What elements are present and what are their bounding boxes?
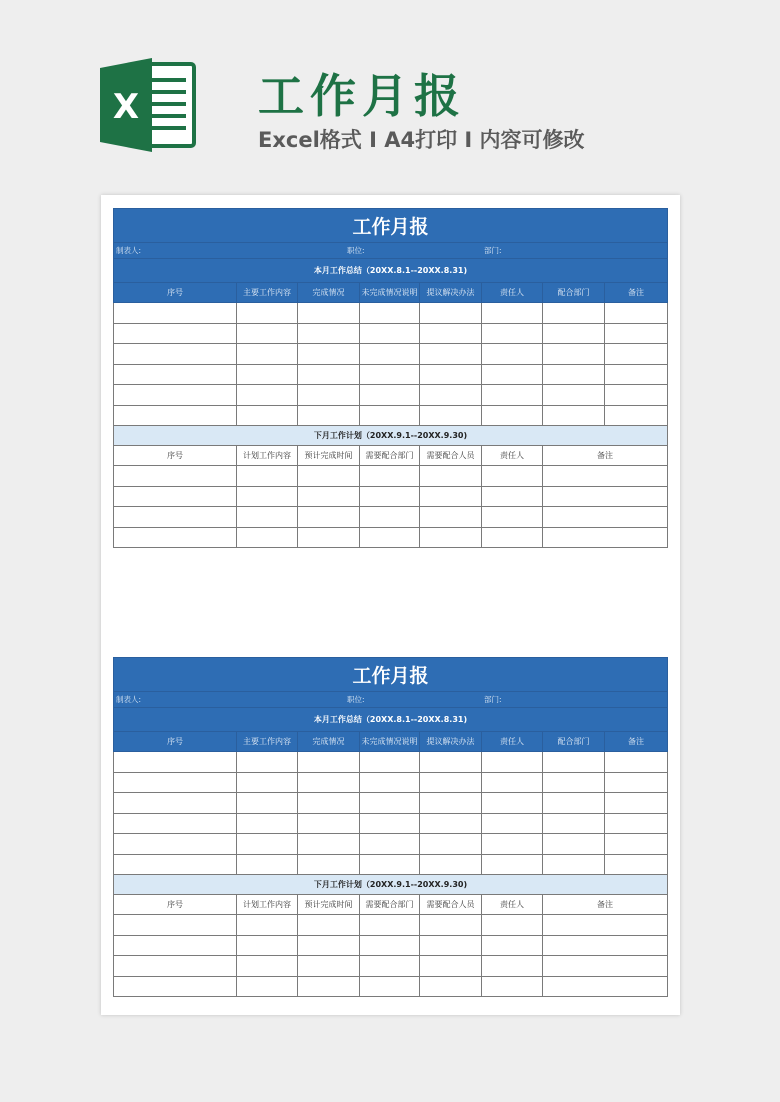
table-cell[interactable] bbox=[360, 813, 420, 834]
table-cell[interactable] bbox=[420, 976, 482, 997]
summary-row bbox=[114, 385, 668, 406]
table-cell[interactable] bbox=[298, 385, 360, 406]
table-cell[interactable] bbox=[237, 772, 298, 793]
table-cell[interactable] bbox=[543, 405, 605, 426]
summary-row bbox=[114, 323, 668, 344]
table-cell[interactable] bbox=[114, 385, 237, 406]
table-cell[interactable] bbox=[482, 303, 543, 324]
table-cell[interactable] bbox=[482, 752, 543, 773]
table-cell[interactable] bbox=[114, 915, 237, 936]
department-label: 部门: bbox=[484, 695, 502, 704]
table-cell[interactable] bbox=[360, 303, 420, 324]
table-cell[interactable] bbox=[605, 813, 668, 834]
summary-row bbox=[114, 793, 668, 814]
table-cell[interactable] bbox=[420, 486, 482, 507]
table-cell[interactable] bbox=[298, 303, 360, 324]
table-cell[interactable] bbox=[298, 405, 360, 426]
table-cell[interactable] bbox=[237, 344, 298, 365]
table-cell[interactable] bbox=[298, 364, 360, 385]
table-cell[interactable] bbox=[420, 527, 482, 548]
position-label: 职位: bbox=[347, 695, 365, 704]
plan-header-cell: 序号 bbox=[114, 895, 237, 915]
table-cell[interactable] bbox=[543, 772, 605, 793]
table-cell[interactable] bbox=[420, 466, 482, 487]
table-cell[interactable] bbox=[360, 323, 420, 344]
table-cell[interactable] bbox=[543, 303, 605, 324]
table-cell[interactable] bbox=[298, 935, 360, 956]
table-cell[interactable] bbox=[420, 385, 482, 406]
table-cell[interactable] bbox=[543, 507, 668, 528]
summary-header-cell: 配合部门 bbox=[543, 732, 605, 752]
table-cell[interactable] bbox=[482, 466, 543, 487]
table-cell[interactable] bbox=[482, 507, 543, 528]
table-cell[interactable] bbox=[360, 935, 420, 956]
table-cell[interactable] bbox=[420, 935, 482, 956]
table-cell[interactable] bbox=[420, 364, 482, 385]
table-cell[interactable] bbox=[543, 323, 605, 344]
table-cell[interactable] bbox=[360, 466, 420, 487]
table-cell[interactable] bbox=[420, 834, 482, 855]
table-cell[interactable] bbox=[298, 956, 360, 977]
table-cell[interactable] bbox=[605, 793, 668, 814]
plan-row bbox=[114, 486, 668, 507]
table-cell[interactable] bbox=[114, 752, 237, 773]
table-cell[interactable] bbox=[114, 793, 237, 814]
summary-row bbox=[114, 752, 668, 773]
table-cell[interactable] bbox=[605, 323, 668, 344]
table-cell[interactable] bbox=[482, 486, 543, 507]
table-cell[interactable] bbox=[482, 772, 543, 793]
table-cell[interactable] bbox=[543, 486, 668, 507]
table-cell[interactable] bbox=[237, 956, 298, 977]
table-cell[interactable] bbox=[237, 935, 298, 956]
table-cell[interactable] bbox=[114, 813, 237, 834]
excel-logo-icon bbox=[100, 58, 198, 152]
table-cell[interactable] bbox=[360, 507, 420, 528]
summary-section-title: 本月工作总结（20XX.8.1--20XX.8.31) bbox=[114, 708, 668, 732]
table-cell[interactable] bbox=[605, 752, 668, 773]
table-cell[interactable] bbox=[114, 486, 237, 507]
table-cell[interactable] bbox=[420, 303, 482, 324]
plan-header-cell: 责任人 bbox=[482, 895, 543, 915]
summary-header-cell: 主要工作内容 bbox=[237, 732, 298, 752]
plan-header-cell: 预计完成时间 bbox=[298, 446, 360, 466]
table-cell[interactable] bbox=[482, 834, 543, 855]
table-cell[interactable] bbox=[298, 486, 360, 507]
table-cell[interactable] bbox=[360, 364, 420, 385]
table-cell[interactable] bbox=[605, 344, 668, 365]
table-cell[interactable] bbox=[114, 527, 237, 548]
table-cell[interactable] bbox=[543, 752, 605, 773]
monthly-report-sheet-1 bbox=[113, 208, 668, 548]
table-cell[interactable] bbox=[543, 793, 605, 814]
table-cell[interactable] bbox=[360, 527, 420, 548]
table-cell[interactable] bbox=[114, 772, 237, 793]
table-cell[interactable] bbox=[237, 323, 298, 344]
table-cell[interactable] bbox=[114, 854, 237, 875]
plan-header-cell: 需要配合人员 bbox=[420, 895, 482, 915]
summary-row bbox=[114, 813, 668, 834]
table-cell[interactable] bbox=[543, 385, 605, 406]
table-cell[interactable] bbox=[237, 527, 298, 548]
plan-section-title: 下月工作计划（20XX.9.1--20XX.9.30) bbox=[114, 426, 668, 446]
table-cell[interactable] bbox=[237, 793, 298, 814]
summary-header-cell: 备注 bbox=[605, 283, 668, 303]
table-cell[interactable] bbox=[298, 507, 360, 528]
summary-row bbox=[114, 344, 668, 365]
summary-header-cell: 提议解决办法 bbox=[420, 732, 482, 752]
table-cell[interactable] bbox=[360, 915, 420, 936]
summary-header-cell: 序号 bbox=[114, 732, 237, 752]
plan-header-cell: 备注 bbox=[543, 446, 668, 466]
summary-header-cell: 未完成情况说明 bbox=[360, 283, 420, 303]
table-cell[interactable] bbox=[360, 752, 420, 773]
summary-header-cell: 责任人 bbox=[482, 283, 543, 303]
summary-header-cell: 备注 bbox=[605, 732, 668, 752]
table-cell[interactable] bbox=[360, 976, 420, 997]
table-cell[interactable] bbox=[114, 956, 237, 977]
plan-row bbox=[114, 956, 668, 977]
summary-header-cell: 完成情况 bbox=[298, 283, 360, 303]
table-cell[interactable] bbox=[237, 915, 298, 936]
table-cell[interactable] bbox=[237, 405, 298, 426]
page-subtitle: Excel格式 I A4打印 I 内容可修改 bbox=[258, 128, 585, 152]
plan-header-cell: 序号 bbox=[114, 446, 237, 466]
table-cell[interactable] bbox=[298, 813, 360, 834]
table-cell[interactable] bbox=[482, 956, 543, 977]
summary-row bbox=[114, 303, 668, 324]
summary-header-cell: 主要工作内容 bbox=[237, 283, 298, 303]
table-cell[interactable] bbox=[543, 976, 668, 997]
table-cell[interactable] bbox=[360, 486, 420, 507]
table-cell[interactable] bbox=[298, 834, 360, 855]
table-cell[interactable] bbox=[482, 527, 543, 548]
table-cell[interactable] bbox=[482, 364, 543, 385]
table-cell[interactable] bbox=[605, 385, 668, 406]
table-cell[interactable] bbox=[114, 507, 237, 528]
plan-row bbox=[114, 527, 668, 548]
table-cell[interactable] bbox=[360, 854, 420, 875]
table-cell[interactable] bbox=[420, 507, 482, 528]
table-cell[interactable] bbox=[360, 956, 420, 977]
table-cell[interactable] bbox=[543, 466, 668, 487]
plan-header-cell: 计划工作内容 bbox=[237, 446, 298, 466]
table-cell[interactable] bbox=[482, 385, 543, 406]
position-label: 职位: bbox=[347, 246, 365, 255]
table-cell[interactable] bbox=[298, 793, 360, 814]
preparer-label: 制表人: bbox=[116, 246, 142, 255]
summary-header-cell: 提议解决办法 bbox=[420, 283, 482, 303]
summary-section-title: 本月工作总结（20XX.8.1--20XX.8.31) bbox=[114, 259, 668, 283]
table-cell[interactable] bbox=[114, 405, 237, 426]
preparer-label: 制表人: bbox=[116, 695, 142, 704]
table-cell[interactable] bbox=[114, 466, 237, 487]
table-cell[interactable] bbox=[482, 813, 543, 834]
sheet-title: 工作月报 bbox=[114, 209, 668, 243]
table-cell[interactable] bbox=[360, 385, 420, 406]
summary-header-cell: 序号 bbox=[114, 283, 237, 303]
table-cell[interactable] bbox=[237, 752, 298, 773]
table-cell[interactable] bbox=[482, 976, 543, 997]
table-cell[interactable] bbox=[114, 303, 237, 324]
table-cell[interactable] bbox=[605, 364, 668, 385]
table-cell[interactable] bbox=[237, 466, 298, 487]
summary-header-cell: 完成情况 bbox=[298, 732, 360, 752]
table-cell[interactable] bbox=[298, 527, 360, 548]
summary-row bbox=[114, 405, 668, 426]
table-cell[interactable] bbox=[237, 385, 298, 406]
table-cell[interactable] bbox=[114, 935, 237, 956]
plan-row bbox=[114, 935, 668, 956]
table-cell[interactable] bbox=[237, 854, 298, 875]
plan-header-cell: 预计完成时间 bbox=[298, 895, 360, 915]
table-cell[interactable] bbox=[298, 752, 360, 773]
plan-header-cell: 备注 bbox=[543, 895, 668, 915]
plan-row bbox=[114, 915, 668, 936]
table-cell[interactable] bbox=[543, 813, 605, 834]
table-cell[interactable] bbox=[360, 834, 420, 855]
table-cell[interactable] bbox=[114, 834, 237, 855]
template-header bbox=[0, 0, 780, 190]
table-cell[interactable] bbox=[420, 793, 482, 814]
table-cell[interactable] bbox=[605, 854, 668, 875]
table-cell[interactable] bbox=[482, 854, 543, 875]
department-label: 部门: bbox=[484, 246, 502, 255]
table-cell[interactable] bbox=[543, 854, 605, 875]
table-cell[interactable] bbox=[420, 956, 482, 977]
table-cell[interactable] bbox=[543, 956, 668, 977]
table-cell[interactable] bbox=[237, 834, 298, 855]
table-cell[interactable] bbox=[298, 466, 360, 487]
table-cell[interactable] bbox=[420, 752, 482, 773]
table-cell[interactable] bbox=[360, 793, 420, 814]
plan-header-cell: 计划工作内容 bbox=[237, 895, 298, 915]
table-cell[interactable] bbox=[360, 772, 420, 793]
plan-header-cell: 需要配合部门 bbox=[360, 446, 420, 466]
table-cell[interactable] bbox=[114, 323, 237, 344]
table-cell[interactable] bbox=[482, 915, 543, 936]
table-cell[interactable] bbox=[298, 915, 360, 936]
plan-row bbox=[114, 507, 668, 528]
table-cell[interactable] bbox=[420, 772, 482, 793]
info-row bbox=[114, 243, 668, 259]
table-cell[interactable] bbox=[605, 834, 668, 855]
table-cell[interactable] bbox=[482, 793, 543, 814]
plan-header-cell: 需要配合部门 bbox=[360, 895, 420, 915]
table-cell[interactable] bbox=[237, 813, 298, 834]
summary-row bbox=[114, 772, 668, 793]
table-cell[interactable] bbox=[605, 303, 668, 324]
table-cell[interactable] bbox=[237, 364, 298, 385]
table-cell[interactable] bbox=[605, 405, 668, 426]
table-cell[interactable] bbox=[237, 486, 298, 507]
monthly-report-sheet-2 bbox=[113, 657, 668, 997]
summary-row bbox=[114, 834, 668, 855]
plan-row bbox=[114, 466, 668, 487]
table-cell[interactable] bbox=[543, 344, 605, 365]
summary-row bbox=[114, 854, 668, 875]
table-cell[interactable] bbox=[605, 772, 668, 793]
info-row bbox=[114, 692, 668, 708]
table-cell[interactable] bbox=[237, 507, 298, 528]
summary-row bbox=[114, 364, 668, 385]
plan-row bbox=[114, 976, 668, 997]
table-cell[interactable] bbox=[114, 344, 237, 365]
table-cell[interactable] bbox=[298, 344, 360, 365]
table-cell[interactable] bbox=[420, 323, 482, 344]
table-cell[interactable] bbox=[482, 405, 543, 426]
table-cell[interactable] bbox=[298, 323, 360, 344]
table-cell[interactable] bbox=[482, 344, 543, 365]
table-cell[interactable] bbox=[420, 915, 482, 936]
table-cell[interactable] bbox=[298, 854, 360, 875]
excel-logo-letter: X bbox=[112, 87, 140, 127]
table-cell[interactable] bbox=[420, 344, 482, 365]
table-cell[interactable] bbox=[237, 303, 298, 324]
a4-page bbox=[101, 195, 680, 1015]
table-cell[interactable] bbox=[543, 364, 605, 385]
table-cell[interactable] bbox=[298, 772, 360, 793]
plan-section-title: 下月工作计划（20XX.9.1--20XX.9.30) bbox=[114, 875, 668, 895]
sheet-title: 工作月报 bbox=[114, 658, 668, 692]
plan-header-cell: 需要配合人员 bbox=[420, 446, 482, 466]
table-cell[interactable] bbox=[543, 915, 668, 936]
table-cell[interactable] bbox=[114, 364, 237, 385]
plan-header-cell: 责任人 bbox=[482, 446, 543, 466]
summary-header-cell: 未完成情况说明 bbox=[360, 732, 420, 752]
table-cell[interactable] bbox=[543, 935, 668, 956]
table-cell[interactable] bbox=[360, 344, 420, 365]
table-cell[interactable] bbox=[237, 976, 298, 997]
summary-header-cell: 配合部门 bbox=[543, 283, 605, 303]
summary-header-cell: 责任人 bbox=[482, 732, 543, 752]
table-cell[interactable] bbox=[114, 976, 237, 997]
table-cell[interactable] bbox=[420, 405, 482, 426]
table-cell[interactable] bbox=[420, 854, 482, 875]
table-cell[interactable] bbox=[298, 976, 360, 997]
table-cell[interactable] bbox=[482, 935, 543, 956]
table-cell[interactable] bbox=[543, 527, 668, 548]
table-cell[interactable] bbox=[360, 405, 420, 426]
table-cell[interactable] bbox=[482, 323, 543, 344]
page-title: 工作月报 bbox=[258, 69, 466, 123]
table-cell[interactable] bbox=[543, 834, 605, 855]
table-cell[interactable] bbox=[420, 813, 482, 834]
